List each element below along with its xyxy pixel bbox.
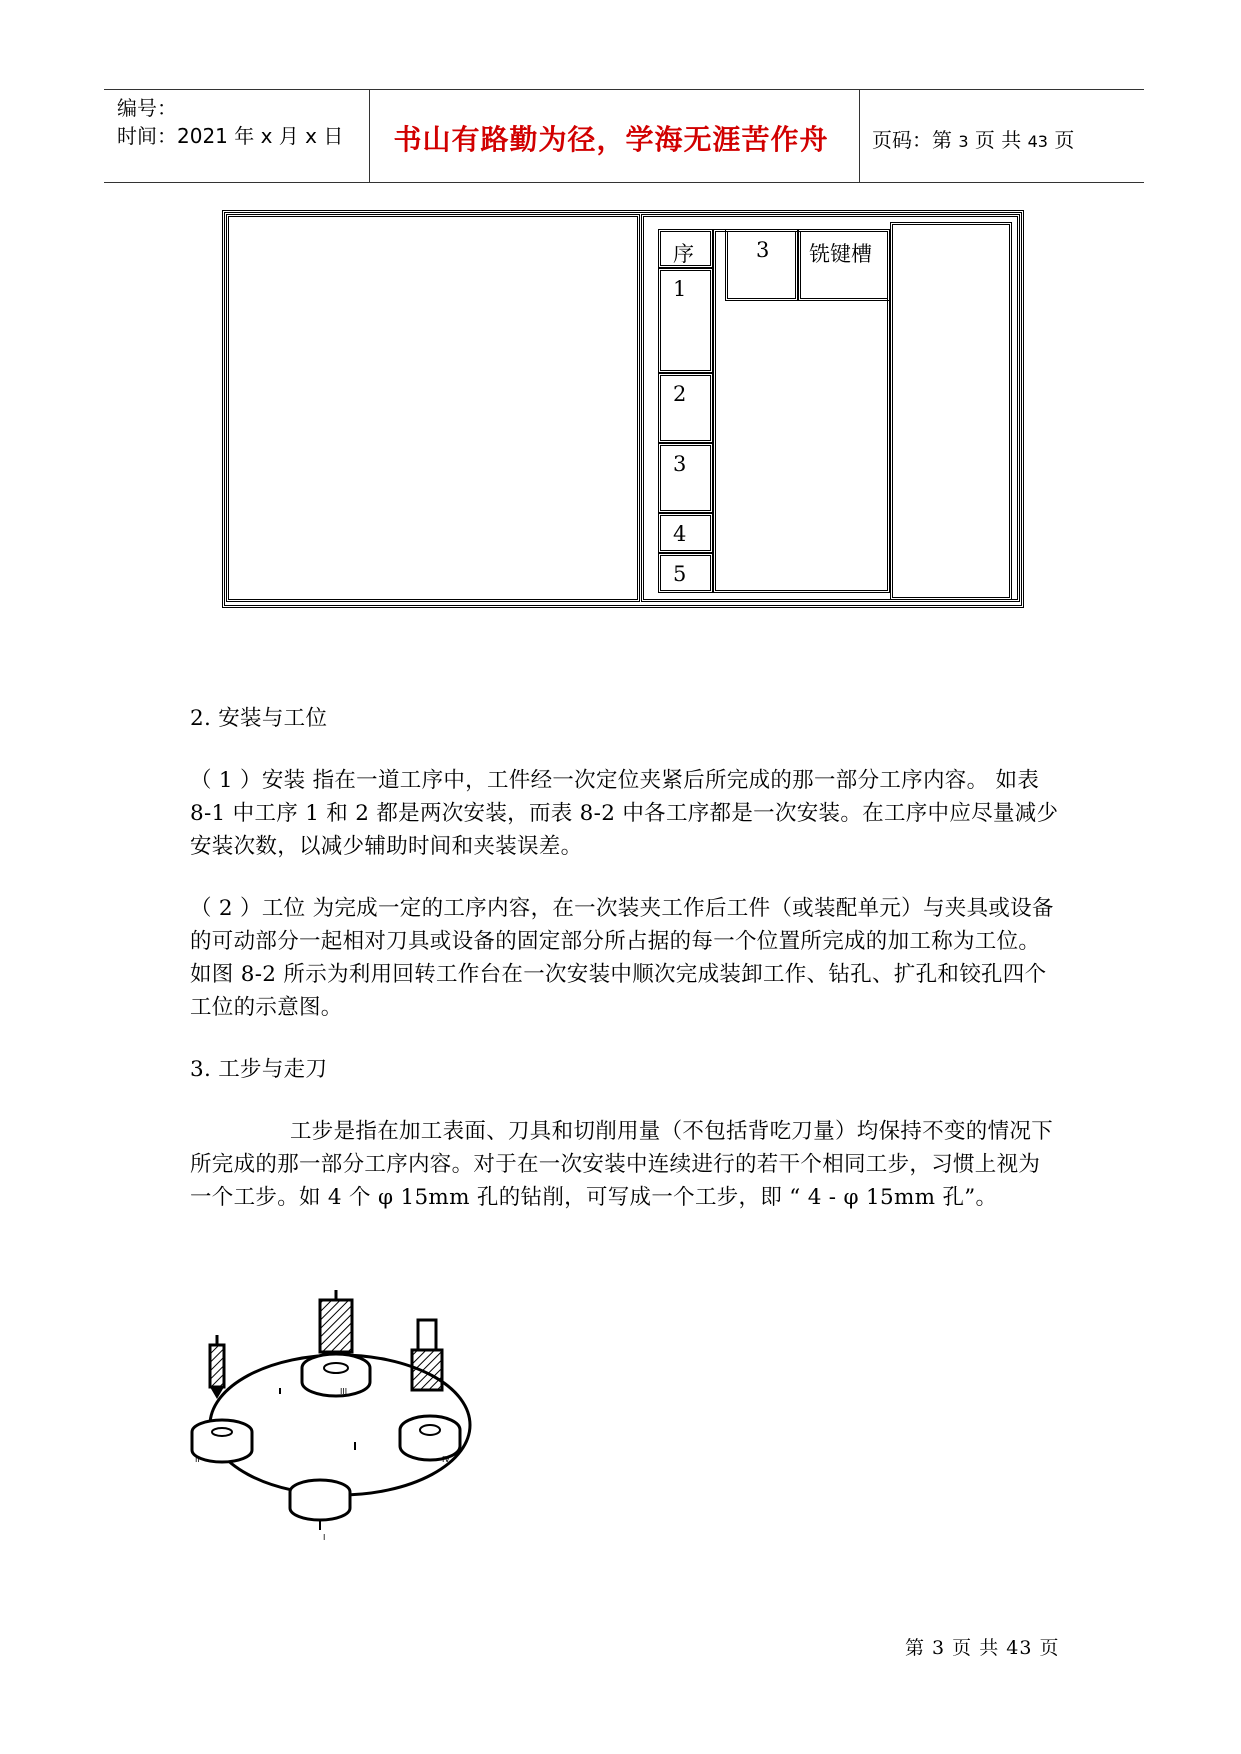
station-label: IV xyxy=(442,1455,450,1464)
station-label: II xyxy=(195,1455,200,1464)
table-row-label: 5 xyxy=(673,562,687,586)
header-divider-right xyxy=(859,89,860,182)
table-row-label: 2 xyxy=(673,382,687,406)
table-row-label: 3 xyxy=(673,452,687,476)
station-label: I xyxy=(323,1533,326,1542)
header-top-rule xyxy=(104,89,1144,90)
rotary-table-figure xyxy=(180,1290,500,1550)
page-mid: 页 共 xyxy=(974,128,1022,152)
table-step-number-cell xyxy=(725,229,798,301)
paragraph-work-step xyxy=(190,1115,1060,1214)
header-motto: 书山有路勤为径，学海无涯苦作舟 xyxy=(393,123,829,156)
page-suffix: 页 xyxy=(1054,128,1075,152)
table-row xyxy=(658,513,713,553)
paragraph-installation-text: （ 1 ）安装 指在一道工序中，工件经一次定位夹紧后所完成的那一部分工序内容。 如表 8-1 中工序 1 和 2 都是两次安装，而表 8-2 中各工序都是一次安装。在工序中应尽量减少安装次数，以减少辅助时间和夹装误差。 xyxy=(190,768,1059,859)
table-step-number: 3 xyxy=(756,238,770,262)
table-row xyxy=(658,268,713,373)
table-header-seq xyxy=(658,229,713,268)
section-3-title: 3. 工步与走刀 xyxy=(190,1057,328,1082)
paragraph-work-position xyxy=(190,892,1060,1024)
header-meta xyxy=(117,94,343,150)
table-step-name: 铣键槽 xyxy=(809,242,872,266)
table-remarks-column xyxy=(890,222,1012,600)
paragraph-work-step-text: 工步是指在加工表面、刀具和切削用量（不包括背吃刀量）均保持不变的情况下所完成的那一部分工序内容。对于在一次安装中连续进行的若干个相同工步，习惯上视为一个工步。如 4 个 φ 15mm 孔的钻削，可写成一个工步，即 “ 4 - φ 15mm 孔”。 xyxy=(190,1119,1054,1210)
section-2-title: 2. 安装与工位 xyxy=(190,706,328,731)
table-row xyxy=(658,373,713,443)
station-right-workpiece xyxy=(400,1320,460,1464)
station-label: III xyxy=(340,1387,348,1396)
table-header-seq-text: 序 xyxy=(673,242,694,266)
station-bottom-workpiece xyxy=(290,1480,350,1542)
table-row-label: 4 xyxy=(673,522,687,546)
station-left-workpiece xyxy=(192,1335,252,1464)
table-row xyxy=(658,443,713,513)
table-row-label: 1 xyxy=(673,277,687,301)
page-prefix: 页码：第 xyxy=(872,128,952,152)
document-time: 时间：2021 年 x 月 x 日 xyxy=(117,124,344,148)
table-step-name-cell xyxy=(798,229,890,301)
paragraph-installation xyxy=(190,764,1060,863)
paragraph-work-position-text: （ 2 ）工位 为完成一定的工序内容，在一次装夹工作后工件（或装配单元）与夹具或设备的可动部分一起相对刀具或设备的固定部分所占据的每一个位置所完成的加工称为工位。如图 8-2 所示为利用回转工作台在一次安装中顺次完成装卸工作、钻孔、扩孔和铰孔四个工位的示意图。 xyxy=(190,896,1054,1020)
page-total: 43 xyxy=(1027,132,1048,151)
station-top-workpiece xyxy=(302,1290,370,1396)
process-table-left-panel xyxy=(226,214,640,602)
page-number: 3 xyxy=(958,132,969,151)
table-row xyxy=(658,553,713,593)
header-bottom-rule xyxy=(104,182,1144,183)
page-footer: 第 3 页 共 43 页 xyxy=(905,1637,1060,1659)
document-number-label: 编号： xyxy=(117,96,177,120)
header-page-info xyxy=(872,124,1074,153)
